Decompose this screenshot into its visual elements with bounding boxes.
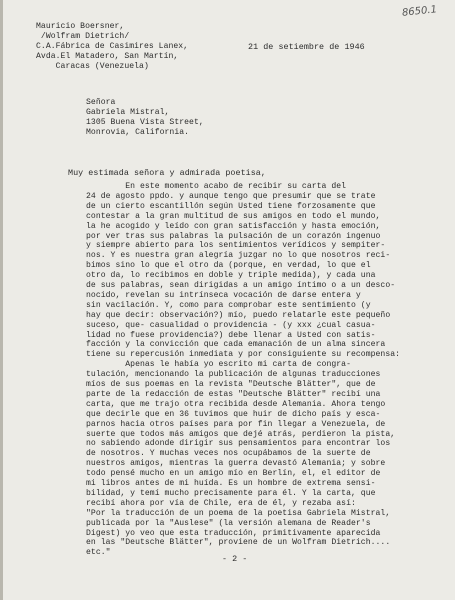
- body-line: nos. Y es nuestra gran alegría juzgar no lo que nosotros reci-: [86, 251, 391, 261]
- recipient-line: 1305 Buena Vista Street,: [86, 118, 204, 127]
- sender-line: Mauricio Boersner,: [36, 22, 125, 31]
- body-line: carta, que me trajo otra recibida desde Alemania. Ahora tengo: [86, 399, 386, 409]
- body-line: etc.": [86, 548, 111, 558]
- body-line: nocido, revelan su intrínseca vocación de darse entera y: [86, 290, 361, 300]
- body-line: de nosotros. Y muchas veces nos ocupábamos de la suerte de: [86, 449, 371, 459]
- body-line: 24 de agosto ppdo. y aunque tengo que presumir que se trate: [86, 191, 376, 201]
- recipient-line: Gabriela Mistral,: [86, 108, 170, 117]
- letter-date: 21 de setiembre de 1946: [248, 42, 365, 52]
- body-line: recibí ahora por vía de Chile, era de él, y rezaba así:: [86, 498, 356, 508]
- body-line: Digest) yo veo que esta traducción, primitivamente aparecida: [86, 528, 381, 538]
- recipient-line: Monrovia, California.: [86, 128, 190, 137]
- body-line: En este momento acabo de recibir su carta del: [86, 182, 347, 191]
- archive-code: 8650.1: [401, 4, 438, 19]
- body-line: de un cierto escantillón según Usted tiene forzosamente que: [86, 201, 376, 211]
- sender-line: Caracas (Venezuela): [36, 62, 149, 71]
- body-line: otro da, lo recibimos en doble y triple medida), y cada una: [86, 271, 376, 281]
- sender-line: /Wolfram Dietrich/: [36, 32, 130, 41]
- body-line: mi libros antes de mi huída. Es un hombre de extrema sensi-: [86, 479, 376, 488]
- body-line: no sabiendo adonde dirigir sus pensamientos para encontrar los: [86, 439, 391, 449]
- body-line: por ver tras sus palabras la pulsación de un corazón ingenuo: [86, 231, 381, 241]
- recipient-line: Señora: [86, 98, 116, 107]
- body-line: míos de sus poemas en la revista "Deutsche Blätter", que de: [86, 380, 376, 389]
- body-line: y siempre abierto para los sentimientos verídicos y sempiter-: [86, 241, 386, 251]
- salutation: Muy estimada señora y admirada poetisa,: [68, 168, 266, 178]
- body-line: de sus palabras, sean dirigidas a un amigo íntimo o a un desco-: [86, 281, 396, 290]
- body-line: lidad no fuese providencia?) debe llenar a Usted con satis-: [86, 330, 376, 340]
- body-line: en las "Deutsche Blätter", proviene de un Wolfram Dietrich....: [86, 538, 391, 548]
- body-line: nuestros amigos, mientras la guerra devastó Alemania; y sobre: [86, 459, 386, 469]
- page-edge: [0, 0, 3, 600]
- body-line: hay que decir: observación?) mío, puedo relatarle este pequeño: [86, 310, 391, 320]
- body-line: tulación, mencionando la publicación de algunas traducciones: [86, 370, 381, 380]
- body-line: suceso, que- casualidad o providencia - (y xxx ¿cual casua-: [86, 320, 376, 330]
- body-line: tiene su repercusión inmediata y por consiguiente su recompensa:: [86, 350, 401, 360]
- body-line: contestar a la gran multitud de sus amigos en todo el mundo,: [86, 211, 381, 221]
- body-line: todo pensé mucho en un amigo mío en Berlín, el, el editor de: [86, 469, 381, 479]
- body-line: sin vacilación. Y, como para comprobar este sentimiento (y: [86, 300, 371, 310]
- sender-line: C.A.Fábrica de Casimires Lanex,: [36, 42, 189, 51]
- body-line: suerte que todos más amigos que dejé atrás, perdieron la pista,: [86, 429, 396, 439]
- body-line: Apenas le había yo escrito mi carta de congra-: [86, 360, 351, 370]
- body-line: "Por la traducción de un poema de la poetisa Gabriela Mistral,: [86, 508, 391, 518]
- page-number: - 2 -: [222, 554, 248, 564]
- sender-line: Avda.El Matadero, San Martín,: [36, 52, 179, 61]
- body-line: bilidad, y temí mucho precisamente para él. Y la carta, que: [86, 488, 376, 498]
- body-line: parnos hacia otros países para por fin llegar a Venezuela, de: [86, 419, 386, 429]
- body-line: bimos sino lo que el otro da (porque, en verdad, lo que el: [86, 261, 371, 271]
- body-line: que decirle que en 36 tuvimos que huir de dicho país y esca-: [86, 409, 381, 419]
- body-line: la he acogido y leído con gran satisfacción y hasta emoción,: [86, 221, 381, 231]
- body-line: facción y la convicción que cada emanación de un alma sincera: [86, 340, 386, 350]
- body-line: parte de la redacción de estas "Deutsche Blätter" recibí una: [86, 389, 381, 399]
- body-line: publicada por la "Auslese" (la versión alemana de Reader's: [86, 518, 371, 528]
